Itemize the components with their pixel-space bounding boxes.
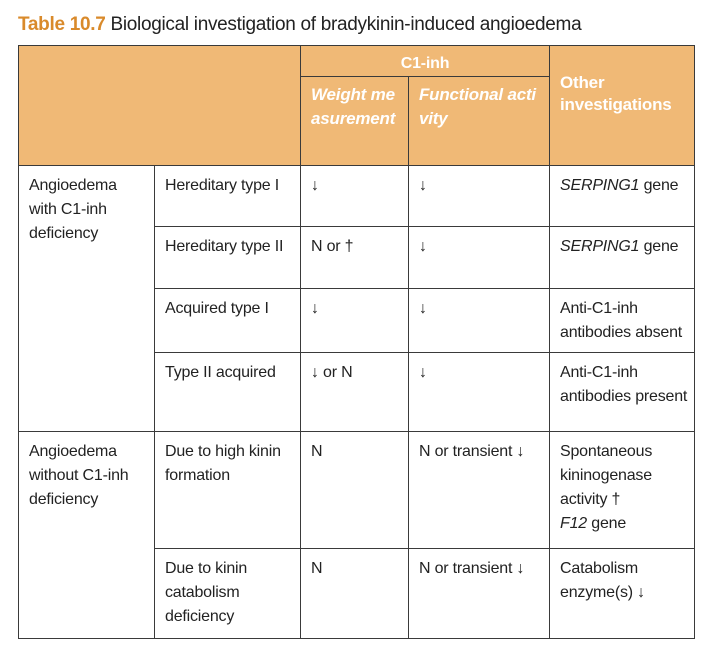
group-label: Angioedema without C1-inh deficiency bbox=[19, 432, 155, 639]
functional-cell: N or transient ↓ bbox=[409, 549, 550, 639]
type-cell: Due to kinin catabolism deficiency bbox=[155, 549, 301, 639]
header-c1-inh: C1-inh bbox=[301, 46, 550, 77]
type-cell: Due to high kinin formation bbox=[155, 432, 301, 549]
weight-cell: N or † bbox=[301, 227, 409, 289]
header-row-1 bbox=[19, 46, 695, 77]
other-cell bbox=[550, 432, 695, 549]
weight-cell: ↓ bbox=[301, 289, 409, 353]
other-cell: Anti-C1-inh antibodies present bbox=[550, 353, 695, 432]
type-cell: Acquired type I bbox=[155, 289, 301, 353]
gene-name: SERPING1 bbox=[560, 238, 640, 255]
gene-name: F12 bbox=[560, 515, 587, 532]
functional-cell: ↓ bbox=[409, 289, 550, 353]
functional-cell: N or transient ↓ bbox=[409, 432, 550, 549]
table-row bbox=[19, 166, 695, 227]
other-text: gene bbox=[639, 238, 679, 255]
other-cell bbox=[550, 166, 695, 227]
functional-cell: ↓ bbox=[409, 227, 550, 289]
weight-cell: ↓ bbox=[301, 166, 409, 227]
table-number: Table 10.7 bbox=[18, 14, 106, 35]
data-table bbox=[18, 45, 695, 639]
other-cell bbox=[550, 227, 695, 289]
weight-cell: N bbox=[301, 432, 409, 549]
other-cell: Catabolism enzyme(s) ↓ bbox=[550, 549, 695, 639]
table-title: Biological investigation of bradykinin-induced angioedema bbox=[110, 14, 582, 35]
type-cell: Hereditary type I bbox=[155, 166, 301, 227]
gene-name: SERPING1 bbox=[560, 177, 640, 194]
header-weight-measurement: Weight measurement bbox=[301, 77, 409, 166]
table-caption bbox=[18, 14, 581, 36]
other-text: Spontaneous kininogenase activity † bbox=[560, 443, 653, 508]
other-cell: Anti-C1-inh antibodies absent bbox=[550, 289, 695, 353]
header-functional-activity: Functional activity bbox=[409, 77, 550, 166]
header-blank bbox=[19, 46, 301, 166]
functional-cell: ↓ bbox=[409, 166, 550, 227]
type-cell: Hereditary type II bbox=[155, 227, 301, 289]
weight-cell: ↓ or N bbox=[301, 353, 409, 432]
header-other-investigations: Other investigations bbox=[550, 46, 695, 166]
table-row bbox=[19, 432, 695, 549]
type-cell: Type II acquired bbox=[155, 353, 301, 432]
group-label: Angioedema with C1-inh deficiency bbox=[19, 166, 155, 432]
weight-cell: N bbox=[301, 549, 409, 639]
functional-cell: ↓ bbox=[409, 353, 550, 432]
other-text: gene bbox=[639, 177, 679, 194]
gene-suffix: gene bbox=[587, 515, 627, 532]
